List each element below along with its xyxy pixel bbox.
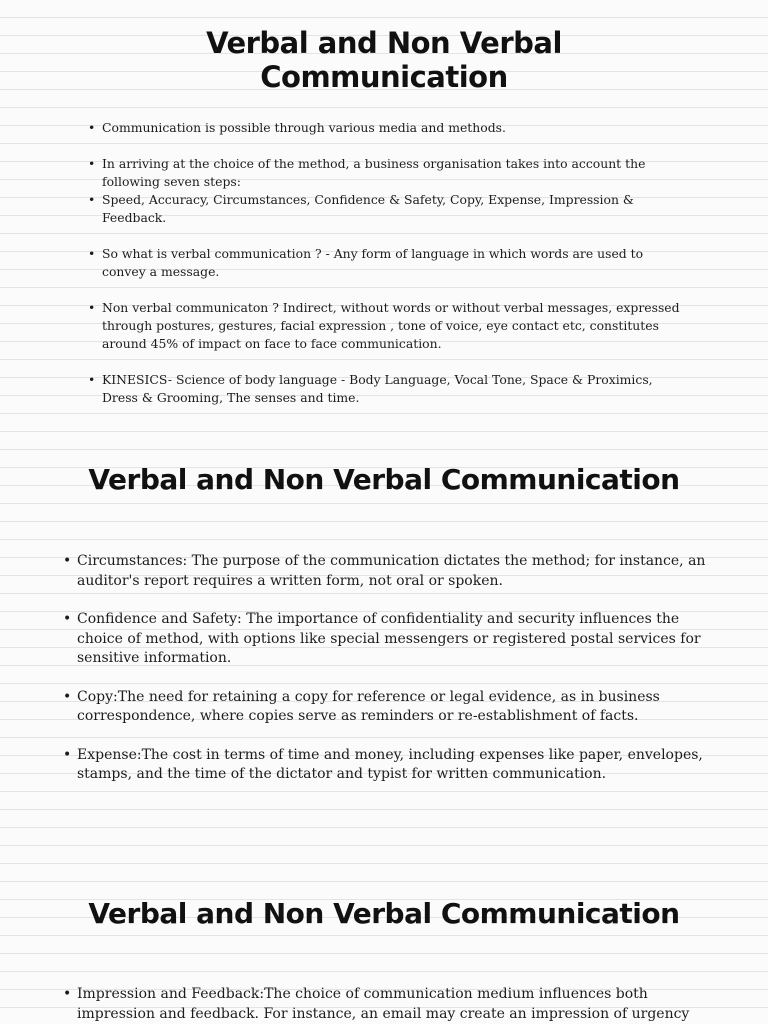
section1-bullet: • Speed, Accuracy, Circumstances, Confidence & Safety, Copy, Expense, Impression & Feedback. bbox=[88, 191, 688, 227]
section3-bullet-list bbox=[63, 985, 715, 1024]
section2-bullet: • Confidence and Safety: The importance of confidentiality and security influences the choice of method, with options like special messengers or registered postal services for sensitive information. bbox=[63, 610, 715, 669]
section1-bullet: • KINESICS- Science of body language - Body Language, Vocal Tone, Space & Proximics, Dress & Grooming, The senses and time. bbox=[88, 371, 688, 407]
section1-bullet: • In arriving at the choice of the method, a business organisation takes into account the following seven steps: bbox=[88, 155, 688, 191]
section3-title: Verbal and Non Verbal Communication bbox=[88, 897, 680, 930]
section1-title-line2: Communication bbox=[260, 60, 508, 94]
section1-bullet: • Non verbal communicaton ? Indirect, without words or without verbal messages, expressed through postures, gestures, facial expression , tone of voice, eye contact etc, constitutes around 45% of impact on face to face communication. bbox=[88, 299, 688, 353]
section1-title bbox=[0, 26, 768, 94]
section2-bullet: • Expense:The cost in terms of time and money, including expenses like paper, envelopes, stamps, and the time of the dictator and typist for written communication. bbox=[63, 746, 715, 785]
section2-title: Verbal and Non Verbal Communication bbox=[88, 463, 680, 496]
section1-bullet: • Communication is possible through various media and methods. bbox=[88, 119, 688, 137]
section2-bullet-list bbox=[63, 552, 715, 804]
section2-bullet: • Copy:The need for retaining a copy for reference or legal evidence, as in business correspondence, where copies serve as reminders or re-establishment of facts. bbox=[63, 688, 715, 727]
section3-bullet: • Impression and Feedback:The choice of communication medium influences both impression and feedback. For instance, an email may create an impression of urgency bbox=[63, 985, 715, 1024]
section2-bullet: • Circumstances: The purpose of the communication dictates the method; for instance, an auditor's report requires a written form, not oral or spoken. bbox=[63, 552, 715, 591]
section1-bullet: • So what is verbal communication ? - Any form of language in which words are used to convey a message. bbox=[88, 245, 688, 281]
section1-title-line1: Verbal and Non Verbal bbox=[206, 26, 562, 60]
section1-bullet-list bbox=[88, 119, 688, 425]
